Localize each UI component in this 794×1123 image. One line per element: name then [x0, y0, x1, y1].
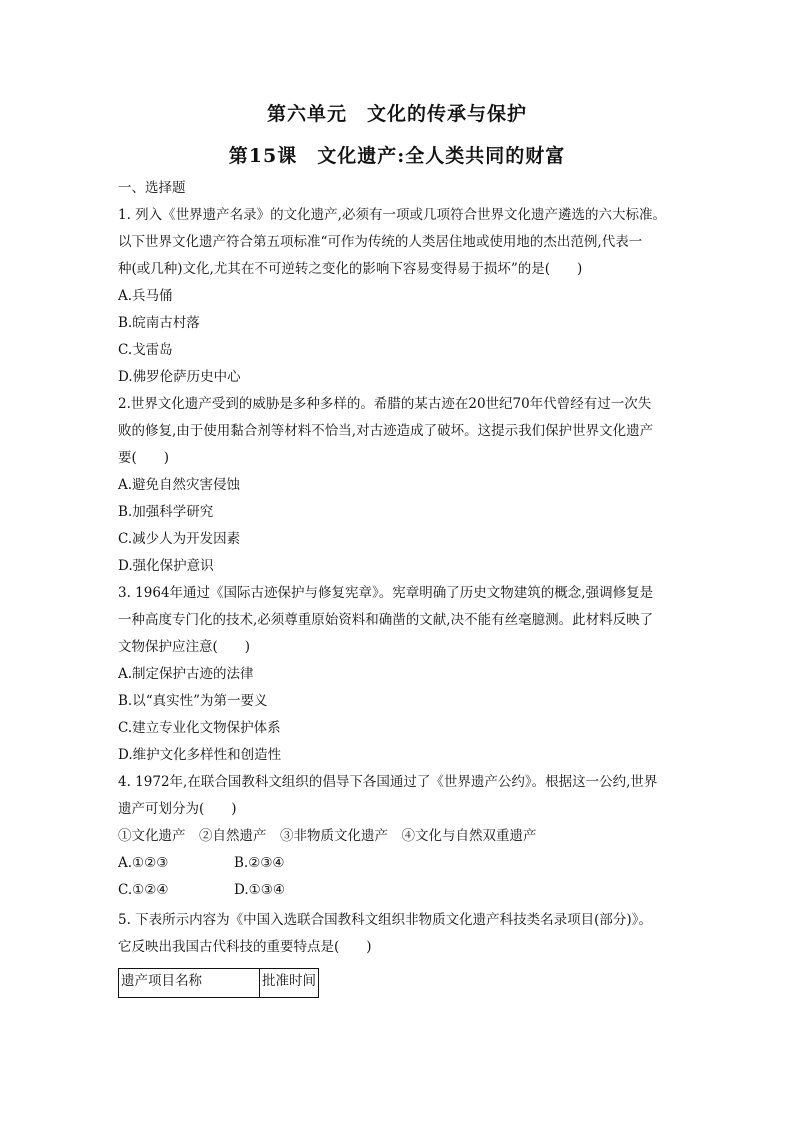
- question-4-option-b: B.②③④: [234, 855, 285, 871]
- question-5-stem-line-1: 5. 下表所示内容为《中国入选联合国教科文组织非物质文化遗产科技类名录项目(部分)》。: [118, 912, 652, 928]
- section-heading: 一、选择题: [118, 180, 186, 196]
- question-3-option-a: A.制定保护古迹的法律: [118, 666, 254, 682]
- table-header-cell: 遗产项目名称: [119, 969, 260, 998]
- question-3-option-d: D.维护文化多样性和创造性: [118, 747, 282, 763]
- question-1-stem-line-1: 1. 列入《世界遗产名录》的文化遗产,必须有一项或几项符合世界文化遗产遴选的六大标准。: [118, 207, 666, 223]
- question-4-option-d: D.①③④: [234, 882, 285, 898]
- question-1-option-d: D.佛罗伦萨历史中心: [118, 369, 241, 385]
- question-4-option-a: A.①②③: [118, 855, 169, 871]
- question-2-option-a: A.避免自然灾害侵蚀: [118, 477, 241, 493]
- question-3-stem-line-1: 3. 1964年通过《国际古迹保护与修复宪章》。宪章明确了历史文物建筑的概念,强调修复是: [118, 585, 654, 601]
- question-2-stem-line-1: 2.世界文化遗产受到的威胁是多种多样的。希腊的某古迹在20世纪70年代曾经有过一次失: [118, 396, 652, 412]
- question-4-items: ①文化遗产 ②自然遗产 ③非物质文化遗产 ④文化与自然双重遗产: [118, 828, 537, 844]
- question-1-option-b: B.皖南古村落: [118, 315, 200, 331]
- question-2-option-b: B.加强科学研究: [118, 504, 214, 520]
- question-1-option-c: C.戈雷岛: [118, 342, 173, 358]
- question-4-stem-line-1: 4. 1972年,在联合国教科文组织的倡导下各国通过了《世界遗产公约》。根据这一公约,世界: [118, 774, 658, 790]
- question-2-stem-line-3: 要( ): [118, 450, 170, 466]
- unit-title: 第六单元 文化的传承与保护: [266, 103, 527, 125]
- question-1-stem-line-3: 种(或几种)文化,尤其在不可逆转之变化的影响下容易变得易于损坏”的是( ): [118, 261, 583, 277]
- question-4-option-c: C.①②④: [118, 882, 169, 898]
- table-header-row: [119, 969, 319, 998]
- question-5-stem-line-2: 它反映出我国古代科技的重要特点是( ): [118, 939, 372, 955]
- question-4-stem-line-2: 遗产可划分为( ): [118, 801, 237, 817]
- question-3-option-b: B.以“真实性”为第一要义: [118, 693, 268, 709]
- question-2-stem-line-2: 败的修复,由于使用黏合剂等材料不恰当,对古迹造成了破坏。这提示我们保护世界文化遗产: [118, 423, 654, 439]
- question-3-option-c: C.建立专业化文物保护体系: [118, 720, 281, 736]
- question-2-option-c: C.减少人为开发因素: [118, 531, 241, 547]
- question-1-option-a: A.兵马俑: [118, 288, 173, 304]
- question-3-stem-line-3: 文物保护应注意( ): [118, 639, 251, 655]
- heritage-table: [118, 968, 319, 998]
- question-2-option-d: D.强化保护意识: [118, 558, 214, 574]
- lesson-title: 第15课 文化遗产:全人类共同的财富: [228, 145, 566, 167]
- table-header-cell: 批准时间: [260, 969, 319, 998]
- question-1-stem-line-2: 以下世界文化遗产符合第五项标准“可作为传统的人类居住地或使用地的杰出范例,代表一: [118, 234, 643, 250]
- question-3-stem-line-2: 一种高度专门化的技术,必须尊重原始资料和确凿的文献,决不能有丝毫臆测。此材料反映了: [118, 612, 654, 628]
